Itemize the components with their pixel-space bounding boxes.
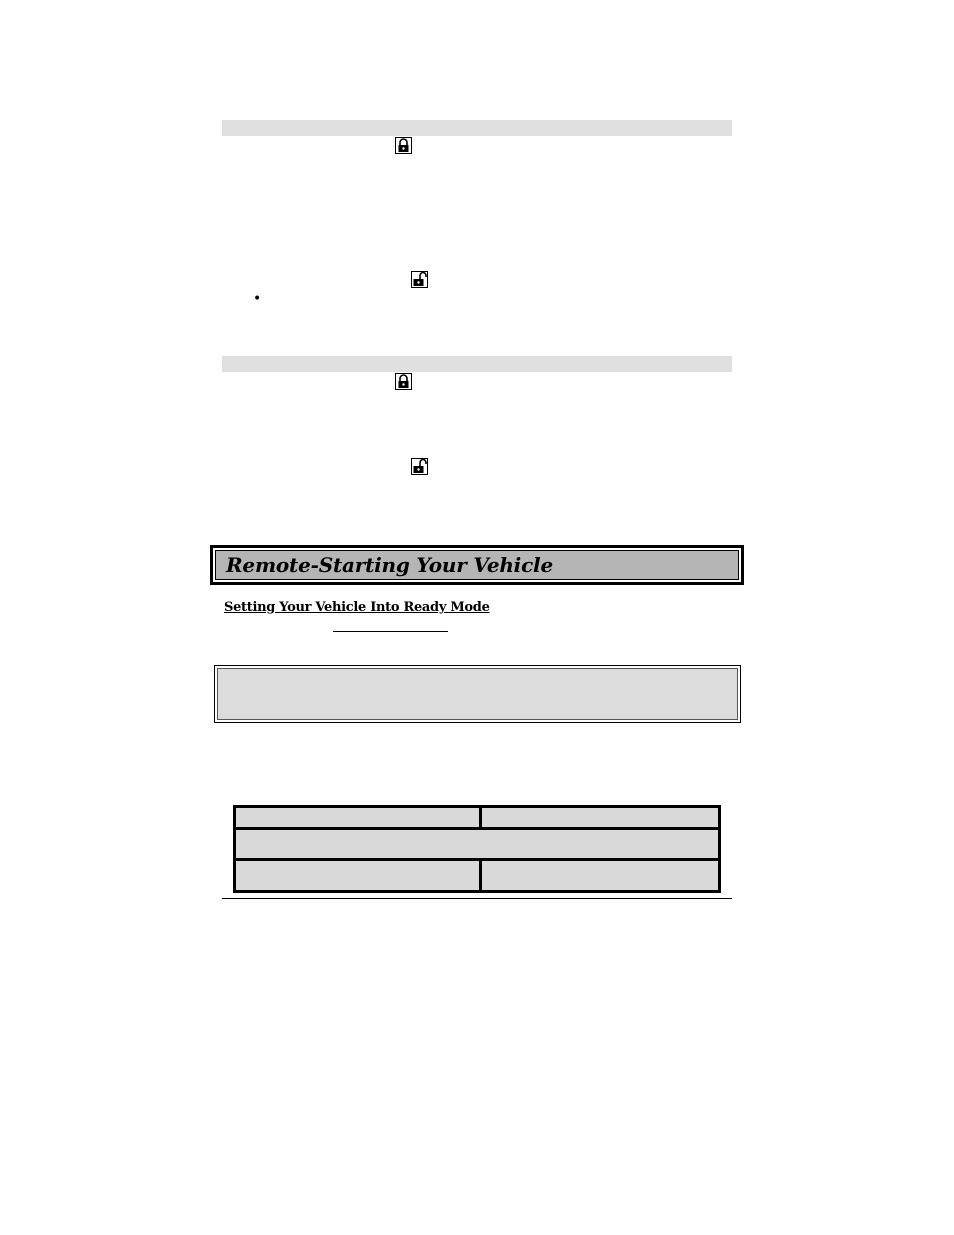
section-band-1: [222, 120, 732, 136]
table-row: [235, 829, 720, 860]
list-bullet: •: [253, 291, 262, 307]
table-cell: [235, 860, 481, 892]
lock-closed-icon: [395, 137, 412, 154]
page-footer-rule: [222, 898, 732, 899]
table-cell: [480, 807, 720, 829]
subheading: Setting Your Vehicle Into Ready Mode: [224, 600, 490, 615]
lock-closed-icon: [395, 373, 412, 390]
unlock-icon: [411, 458, 428, 475]
table-row: [235, 860, 720, 892]
table-row: [235, 807, 720, 829]
unlock-icon: [411, 271, 428, 288]
note-box: [214, 665, 741, 723]
section-band-2: [222, 356, 732, 372]
section-header: [210, 545, 744, 585]
table-cell: [235, 829, 720, 860]
section-title: Remote-Starting Your Vehicle: [226, 553, 553, 577]
info-table: [233, 805, 721, 893]
table-cell: [235, 807, 481, 829]
table-cell: [480, 860, 720, 892]
underline-blank: [333, 631, 448, 632]
